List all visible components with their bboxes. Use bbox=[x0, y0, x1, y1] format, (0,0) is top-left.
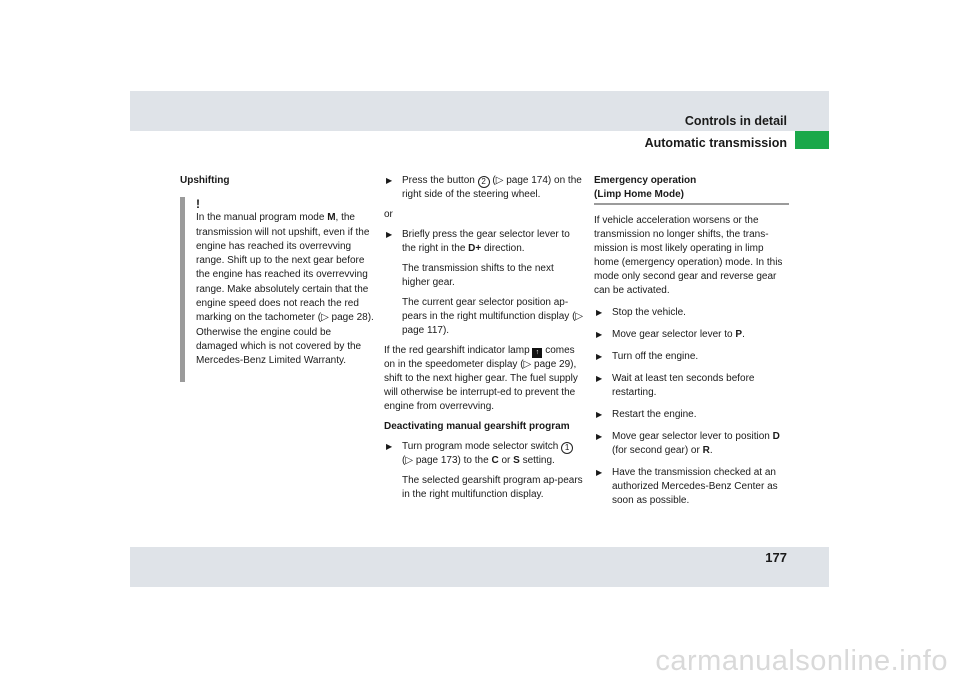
d-label: D bbox=[772, 431, 780, 442]
column-3 bbox=[594, 174, 789, 508]
bullet-arrow-icon: ▶ bbox=[596, 374, 603, 383]
watermark: carmanualsonline.info bbox=[655, 645, 948, 677]
para-text: page 117). bbox=[402, 325, 450, 336]
step-text: Have the transmission checked at an authorized Mercedes-Benz Center as soon as possible. bbox=[612, 467, 778, 506]
step-press-lever bbox=[384, 228, 584, 256]
page-ref-icon: ▷ bbox=[523, 359, 532, 370]
emergency-intro: If vehicle acceleration worsens or the transmission no longer shifts, the trans-mission is most likely operating in limp home (emergency operation) mode. In this mode only second gear and reverse gear can be activated. bbox=[594, 215, 783, 296]
page-ref-icon: ▷ bbox=[321, 312, 329, 324]
column-1 bbox=[180, 174, 360, 188]
step-move-p bbox=[594, 328, 789, 342]
callout-1-icon: 1 bbox=[561, 442, 573, 454]
c-label: C bbox=[491, 455, 499, 466]
note-text bbox=[196, 197, 374, 369]
step-text: Press the button bbox=[402, 175, 478, 186]
step-text: Move gear selector lever to bbox=[612, 329, 736, 340]
chapter-title: Controls in detail bbox=[684, 114, 787, 128]
step-text: . bbox=[742, 329, 745, 340]
callout-2-icon: 2 bbox=[478, 176, 490, 188]
note-text-1: In the manual program mode bbox=[196, 212, 328, 224]
step-text: Move gear selector lever to position bbox=[612, 431, 773, 442]
bullet-arrow-icon: ▶ bbox=[386, 230, 393, 239]
or-text: or bbox=[384, 209, 393, 220]
deactivating-heading: Deactivating manual gearshift program bbox=[384, 421, 570, 432]
footer-band bbox=[130, 547, 829, 587]
step-text: Turn program mode selector switch bbox=[402, 441, 562, 452]
step-check bbox=[594, 466, 789, 508]
step-text: setting. bbox=[519, 455, 555, 466]
gearshift-lamp-icon: ↑ bbox=[532, 348, 542, 358]
column-2 bbox=[384, 174, 584, 502]
note-text-2: , the transmission will not upshift, even if the engine has reached its overrevving range. Shift up to the next gear before the engine has reached its overrevving range. Make absolutely certain that the engine speed does not reach the red marking on the tachometer ( bbox=[196, 212, 370, 324]
result-program: The selected gearshift program ap-pears in the right multifunction display. bbox=[402, 475, 583, 500]
page-number: 177 bbox=[765, 550, 787, 565]
bullet-arrow-icon: ▶ bbox=[596, 352, 603, 361]
p-label: P bbox=[735, 329, 743, 340]
step-wait bbox=[594, 372, 789, 400]
step-text: or bbox=[498, 455, 514, 466]
step-move-d bbox=[594, 430, 789, 458]
warning-note bbox=[180, 197, 372, 382]
d-plus-label: D+ bbox=[468, 243, 482, 254]
para-text: If the red gearshift indicator lamp bbox=[384, 345, 533, 356]
upshifting-heading: Upshifting bbox=[180, 175, 230, 186]
step-text: ( bbox=[489, 175, 496, 186]
bullet-arrow-icon: ▶ bbox=[596, 432, 603, 441]
section-title: Automatic transmission bbox=[644, 136, 787, 150]
step-press-button bbox=[384, 174, 584, 202]
page-ref-icon: ▷ bbox=[405, 455, 414, 466]
step-text: Briefly press the gear selector lever to the right in the bbox=[402, 229, 570, 254]
bullet-arrow-icon: ▶ bbox=[386, 442, 393, 451]
step-text: Wait at least ten seconds before restarting. bbox=[612, 373, 755, 398]
section-marker bbox=[795, 131, 829, 149]
step-text: page 173) to the bbox=[413, 455, 492, 466]
step-text: Stop the vehicle. bbox=[612, 307, 686, 318]
step-text: page 174) on the right side of the steering wheel. bbox=[402, 175, 582, 200]
step-turn-switch bbox=[384, 440, 584, 468]
heading-rule bbox=[594, 203, 789, 205]
s-label: S bbox=[513, 455, 520, 466]
note-bar bbox=[180, 197, 185, 382]
note-text-3: page 28). Otherwise the engine could be damaged which is not covered by the Mercedes-Benz Limited Warranty. bbox=[196, 312, 374, 367]
para-text: page 29), shift to the next higher gear. The fuel supply will otherwise be interrupt-ed to prevent the engine from overrevving. bbox=[384, 359, 578, 412]
note-mode-m: M bbox=[327, 212, 336, 224]
step-text: Restart the engine. bbox=[612, 409, 697, 420]
para-text: The current gear selector position ap-pears in the right multifunction display ( bbox=[402, 297, 576, 322]
r-label: R bbox=[702, 445, 710, 456]
bullet-arrow-icon: ▶ bbox=[596, 410, 603, 419]
step-text: ( bbox=[402, 455, 406, 466]
step-restart bbox=[594, 408, 789, 422]
lamp-paragraph bbox=[384, 344, 584, 414]
bullet-arrow-icon: ▶ bbox=[596, 308, 603, 317]
para-text: comes on in the speedometer display ( bbox=[384, 345, 575, 370]
step-engine-off bbox=[594, 350, 789, 364]
limp-home-heading: (Limp Home Mode) bbox=[594, 189, 684, 200]
emergency-heading: Emergency operation bbox=[594, 175, 697, 186]
bullet-arrow-icon: ▶ bbox=[386, 176, 393, 185]
result-display bbox=[384, 296, 584, 338]
result-shift: The transmission shifts to the next higher gear. bbox=[402, 263, 554, 288]
bullet-arrow-icon: ▶ bbox=[596, 330, 603, 339]
step-text: Turn off the engine. bbox=[612, 351, 699, 362]
step-stop bbox=[594, 306, 789, 320]
warning-mark: ! bbox=[196, 197, 200, 211]
bullet-arrow-icon: ▶ bbox=[596, 468, 603, 477]
step-text: . bbox=[709, 445, 713, 456]
step-text: (for second gear) or bbox=[612, 445, 703, 456]
page-ref-icon: ▷ bbox=[575, 311, 584, 322]
step-text: direction. bbox=[481, 243, 525, 254]
page-ref-icon: ▷ bbox=[495, 175, 504, 186]
